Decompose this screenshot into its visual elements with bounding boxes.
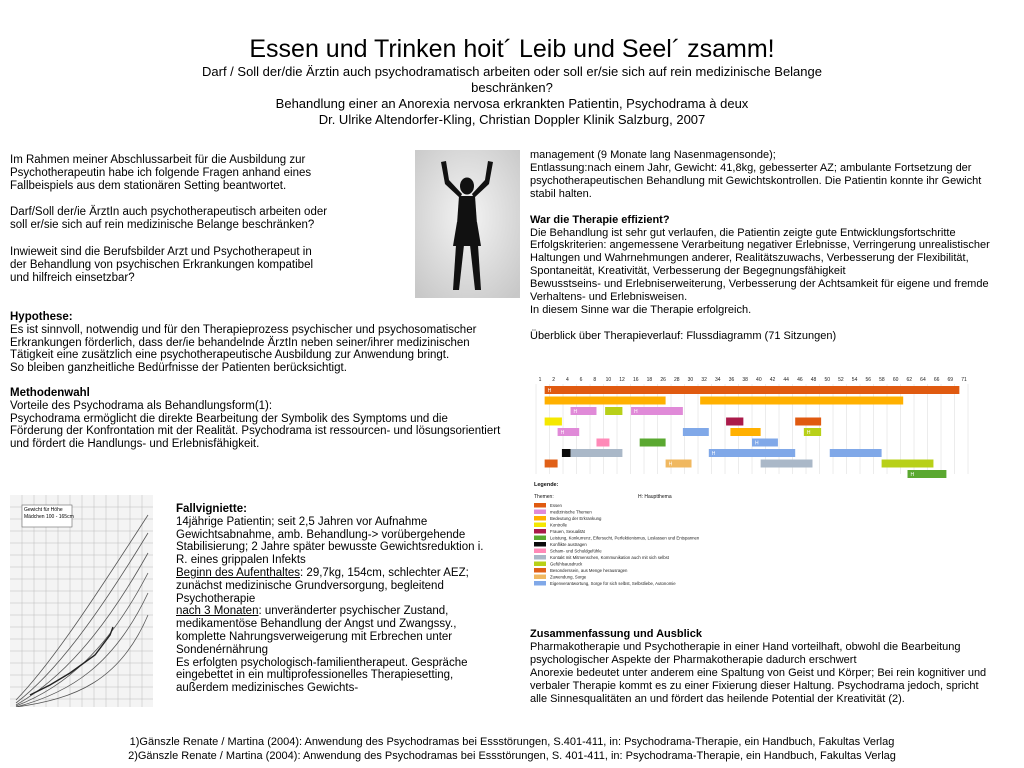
legend-label: Besonderssein, aus Menge herausragen [550, 568, 628, 573]
fall-text: zunächst medizinische Grundversorgung, begleitend [176, 579, 444, 592]
intro-text: Im Rahmen meiner Abschlussarbeit für die Ausbildung zur [10, 154, 306, 166]
legend-label: medizinische Themen [550, 509, 592, 515]
fall-text: Stabilisierung; 2 Jahre später bewusste Gewichtsreduktion i. [176, 541, 484, 554]
beginn-label: Beginn des Aufenthaltes [176, 566, 301, 579]
legend-label: Kontrolle [550, 522, 567, 528]
right-text: Entlassung:nach einem Jahr, Gewicht: 41,8kg, gebesserter AZ; ambulante Fortsetzung der [530, 161, 972, 174]
session-tick-label: 8 [593, 377, 597, 383]
flow-bar [761, 460, 813, 468]
overview-text: Überblick über Therapieverlauf: Flussdiagramm (71 Sitzungen) [530, 329, 837, 342]
header [150, 34, 874, 128]
session-tick-label: 56 [865, 377, 872, 383]
session-tick-label: 52 [838, 377, 844, 383]
session-tick-label: 18 [646, 377, 653, 383]
reference-2: 2)Gänszle Renate / Martina (2004): Anwendung des Psychodramas bei Essstörungen, S. 401-411, in: Psychodrama-Therapie, ein Handbuch, Fakultas Verlag [128, 749, 896, 762]
session-tick-label: 32 [701, 377, 707, 383]
flow-bar [605, 407, 622, 415]
legend-swatch [534, 581, 546, 586]
question-text: und hilfreich einsetzbar? [10, 271, 135, 284]
flow-bar [700, 397, 903, 405]
methode-text: Vorteile des Psychodrama als Behandlungsform(1): [10, 399, 273, 412]
fall-text: medikamentöse Behandlung der Angst und Zwangssy., [176, 618, 457, 631]
hypothese-section [10, 311, 510, 451]
legend-swatch [534, 503, 546, 508]
legend-swatch [534, 516, 546, 521]
legend-label: Essen [550, 503, 562, 508]
right-text: Spontaneität, Kreativität, Verbesserung der Begegnungsfähigkeit [530, 265, 846, 278]
session-tick-label: 36 [728, 377, 735, 383]
right-text: management (9 Monate lang Nasenmagensonde); [530, 149, 776, 161]
legend-swatch [534, 549, 546, 554]
session-tick-label: 12 [619, 377, 625, 383]
fall-text: Psychotherapie [176, 592, 256, 605]
section-heading: Zusammenfassung und Ausblick [530, 628, 702, 640]
section-heading: War die Therapie effizient? [530, 213, 670, 226]
flow-bar [683, 428, 709, 436]
fall-section [176, 503, 521, 695]
question-text: soll er/sie sich auf rein medizinische Belange beschränken? [10, 219, 315, 232]
legend-swatch [534, 575, 546, 580]
flow-bar [545, 397, 666, 405]
session-tick-label: 62 [906, 377, 913, 383]
subtitle-line: beschränken? [471, 80, 553, 95]
session-tick-label: 26 [660, 377, 666, 383]
section-heading: Fallvigniette: [176, 503, 247, 515]
fall-text: 14jährige Patientin; seit 2,5 Jahren vor Aufnahme [176, 515, 428, 528]
legend-label: Scham- und Schuldgefühle [550, 548, 602, 554]
session-tick-label: 46 [797, 377, 803, 383]
fall-text: Es erfolgten psychologisch-familientherapeut. Gespräche [176, 656, 468, 669]
reference-1: 1)Gänszle Renate / Martina (2004): Anwendung des Psychodramas bei Essstörungen, S.401-411, in: Psychodrama-Therapie, ein Handbuch, Fakultas Verlag [129, 736, 895, 748]
session-tick-label: 40 [756, 377, 762, 383]
flow-diagram-svg [528, 374, 981, 616]
legend-swatch [534, 542, 546, 547]
nach-label: nach 3 Monaten [176, 605, 259, 618]
session-tick-label: 60 [892, 377, 899, 383]
zusammen-text: alle Sinnesqualitäten an und fördert das heilende Potential der Kreativität (2). [530, 692, 905, 705]
legend-swatch [534, 555, 546, 560]
flow-bar-label: H [634, 409, 638, 415]
session-tick-label: 16 [632, 377, 639, 383]
question-text: Inwieweit sind die Berufsbilder Arzt und Psychotherapeut in [10, 245, 312, 258]
flow-bar [562, 449, 571, 457]
session-tick-label: 58 [879, 377, 885, 383]
session-tick-label: 1 [538, 377, 542, 383]
legend-label: Bedeutung der Erkrankung [550, 516, 602, 521]
right-text: stabil halten. [530, 187, 592, 200]
question-text: der Behandlung von psychischen Erkrankungen kompatibel [10, 258, 314, 271]
session-tick-label: 69 [947, 377, 954, 383]
session-tick-label: 38 [742, 377, 748, 383]
session-tick-label: 6 [579, 377, 583, 383]
session-tick-label: 54 [851, 377, 858, 383]
growth-chart-image [10, 495, 153, 707]
hypothese-text: Erkrankungen förderlich, dass der/ie behandelnde ÄrztIn neben seiner/ihrer medizinischen [10, 336, 470, 349]
session-tick-label: 34 [715, 377, 721, 383]
flow-bar-label: H [560, 430, 565, 436]
flow-bar [882, 460, 934, 468]
session-tick-label: 66 [933, 377, 940, 383]
legend-label: Zuwendung, Sorge [550, 574, 587, 580]
session-tick-label: 10 [605, 377, 612, 383]
legend-label: Leistung, Konkurrenz, Eifersucht, Perfektionismus, Loslassen und Entspannen [550, 535, 700, 541]
session-tick-label: 42 [769, 377, 776, 383]
fall-text: : 29,7kg, 154cm, schlechter AEZ; [300, 566, 469, 579]
legend-swatch [534, 562, 546, 567]
session-tick-label: 71 [961, 377, 967, 383]
zusammen-section [530, 628, 1015, 705]
intro-text: Psychotherapeutin habe ich folgende Fragen anhand eines [10, 166, 312, 179]
zusammen-text: Pharmakotherapie und Psychotherapie in einer Hand vorteilhaft, obwohl die Bearbeitung [530, 640, 961, 653]
right-text: In diesem Sinne war die Therapie erfolgreich. [530, 303, 752, 316]
right-text: psychotherapeutischen Behandlung mit Gewichtskontrollen. Die Patientin konnte ihr Gewicht [530, 174, 982, 187]
author-line: Dr. Ulrike Altendorfer-Kling, Christian Doppler Klinik Salzburg, 2007 [318, 112, 706, 127]
fall-text: außerdem medizinisches Gewichts- [176, 682, 359, 695]
section-heading: Hypothese: [10, 311, 73, 323]
flow-bar-label: H [755, 440, 759, 447]
fall-text: Sondenérnährung [176, 643, 269, 656]
flow-bar-label: H [711, 451, 716, 457]
session-tick-label: 44 [783, 377, 789, 383]
legend-swatch [534, 510, 546, 515]
methode-text: Psychodrama ermöglicht die direkte Bearbeitung der Symbolik des Symptoms und die [10, 412, 448, 425]
legend-swatch [534, 523, 546, 528]
hypothese-text: Tätigkeit eine zusätzlich eine psychotherapeutische Ausbildung zur Anwendung bringt. [10, 349, 450, 362]
intro-text: Fallbeispiels aus dem stationären Setting beantwortet. [10, 179, 287, 192]
flow-bar [709, 449, 795, 457]
hypothese-text: So bleiben ganzheitliche Bedürfnisse der Patienten berücksichtigt. [10, 362, 347, 375]
flow-bar [631, 407, 683, 415]
session-tick-label: 50 [824, 377, 831, 383]
zusammen-text: Anorexie bedeutet unter anderem eine Spaltung von Geist und Körper; Bei rein kognitiver und [530, 666, 987, 679]
session-tick-label: 4 [565, 377, 569, 383]
right-text: Haltungen und Wahrnehmungen anderer, Realitätszuwachs, Verbesserung der Flexibilität, [530, 252, 969, 265]
legend-swatch [534, 529, 546, 534]
flow-bar [640, 439, 666, 447]
flow-bar [596, 439, 609, 447]
flow-bar-label: H [910, 472, 915, 478]
flow-bar-label: H [668, 461, 673, 468]
flow-bar [795, 418, 821, 426]
right-text: Verhaltens- und Erlebnisweisen. [530, 291, 688, 304]
flow-bar-label: H [547, 388, 552, 394]
hypothese-text: Es ist sinnvoll, notwendig und für den Therapieprozess psychischer und psychosomatischer [10, 323, 477, 336]
flow-bar [545, 460, 558, 468]
legend-label: Eigenverantwortung, Sorge für sich selbst, Selbstliebe, Autonomie [550, 581, 676, 586]
right-column [530, 149, 1015, 343]
chart-label: Gewicht für Höhe [24, 507, 63, 513]
intro-section [10, 154, 405, 284]
flow-bar [726, 418, 743, 426]
session-tick-label: 2 [552, 377, 556, 383]
right-text: Die Behandlung ist sehr gut verlaufen, die Patientin zeigte gute Entwicklungsfortschritte [530, 226, 956, 239]
methode-text: Förderung der Konfrontation mit der Realität. Psychodrama ist ressourcen- und lösungsorientiert [10, 425, 501, 438]
flow-bar-label: H [573, 409, 578, 415]
legend-swatch [534, 536, 546, 541]
session-tick-label: 64 [920, 377, 926, 383]
flow-bar [730, 428, 760, 436]
zusammen-text: verbaler Therapie kommt es zu einer Fixierung dieser Haltung. Psychodrama jedoch, spricht [530, 679, 979, 692]
legend-h: H: Hauptthema [638, 494, 672, 500]
flow-bar [571, 449, 623, 457]
chart-label: Mädchen 100 - 165cm [24, 514, 74, 520]
silhouette-image [415, 150, 520, 298]
session-tick-label: 30 [687, 377, 694, 383]
session-tick-label: 28 [673, 377, 680, 383]
legend-label: Konflikte austragen [550, 542, 587, 547]
right-text: Erfolgskriterien: angemessene Verarbeitung negativer Erlebnisse, Verringerung unrealistischer [530, 239, 990, 252]
fall-text: Gewichtsabnahme, amb. Behandlung-> vorübergehende [176, 528, 466, 541]
fall-text: eingebettet in ein multiprofessionelles Therapiesetting, [176, 669, 454, 682]
flow-bar [545, 418, 562, 426]
legend-label: Gefühlsausdruck [550, 561, 583, 567]
fall-text: komplette Nahrungsverweigerung mit Erbrechen unter [176, 630, 453, 643]
session-tick-label: 48 [810, 377, 817, 383]
question-text: Darf/Soll der/ie ÄrztIn auch psychotherapeutisch arbeiten oder [10, 206, 328, 219]
fall-text: : unveränderter psychischer Zustand, [258, 605, 449, 618]
subtitle-line: Behandlung einer an Anorexia nervosa erkrankten Patientin, Psychodrama à deux [275, 96, 749, 111]
legend-title: Legende: [534, 482, 559, 488]
legend-themen: Themen: [534, 494, 554, 500]
page-title: Essen und Trinken hoit´ Leib und Seel´ zsamm! [249, 35, 775, 63]
legend-label: Kontakt mit Mitmenschen, Kommunikation auch mit sich selbst [550, 555, 669, 560]
subtitle-line: Darf / Soll der/die Ärztin auch psychodramatisch arbeiten oder soll er/sie sich auf rein medizinische Belange [202, 64, 822, 79]
flow-bar [545, 386, 960, 394]
footer-references [60, 736, 964, 763]
fall-text: R. eines grippalen Infekts [176, 554, 306, 567]
right-text: Bewusstseins- und Erlebniserweiterung, Verbesserung der Achtsamkeit für eigene und fremde [530, 278, 989, 291]
legend-label: Frauen, Sexualität [550, 529, 585, 534]
flow-diagram [528, 374, 981, 616]
flow-bar-label: H [806, 430, 811, 436]
zusammen-text: psychologischer Aspekte der Pharmakotherapie dadurch erschwert [530, 653, 857, 666]
legend-swatch [534, 568, 546, 573]
flow-bar [830, 449, 882, 457]
methode-text: und fördert die Handlungs- und Erlebnisfähigkeit. [10, 438, 260, 451]
section-heading: Methodenwahl [10, 386, 90, 399]
